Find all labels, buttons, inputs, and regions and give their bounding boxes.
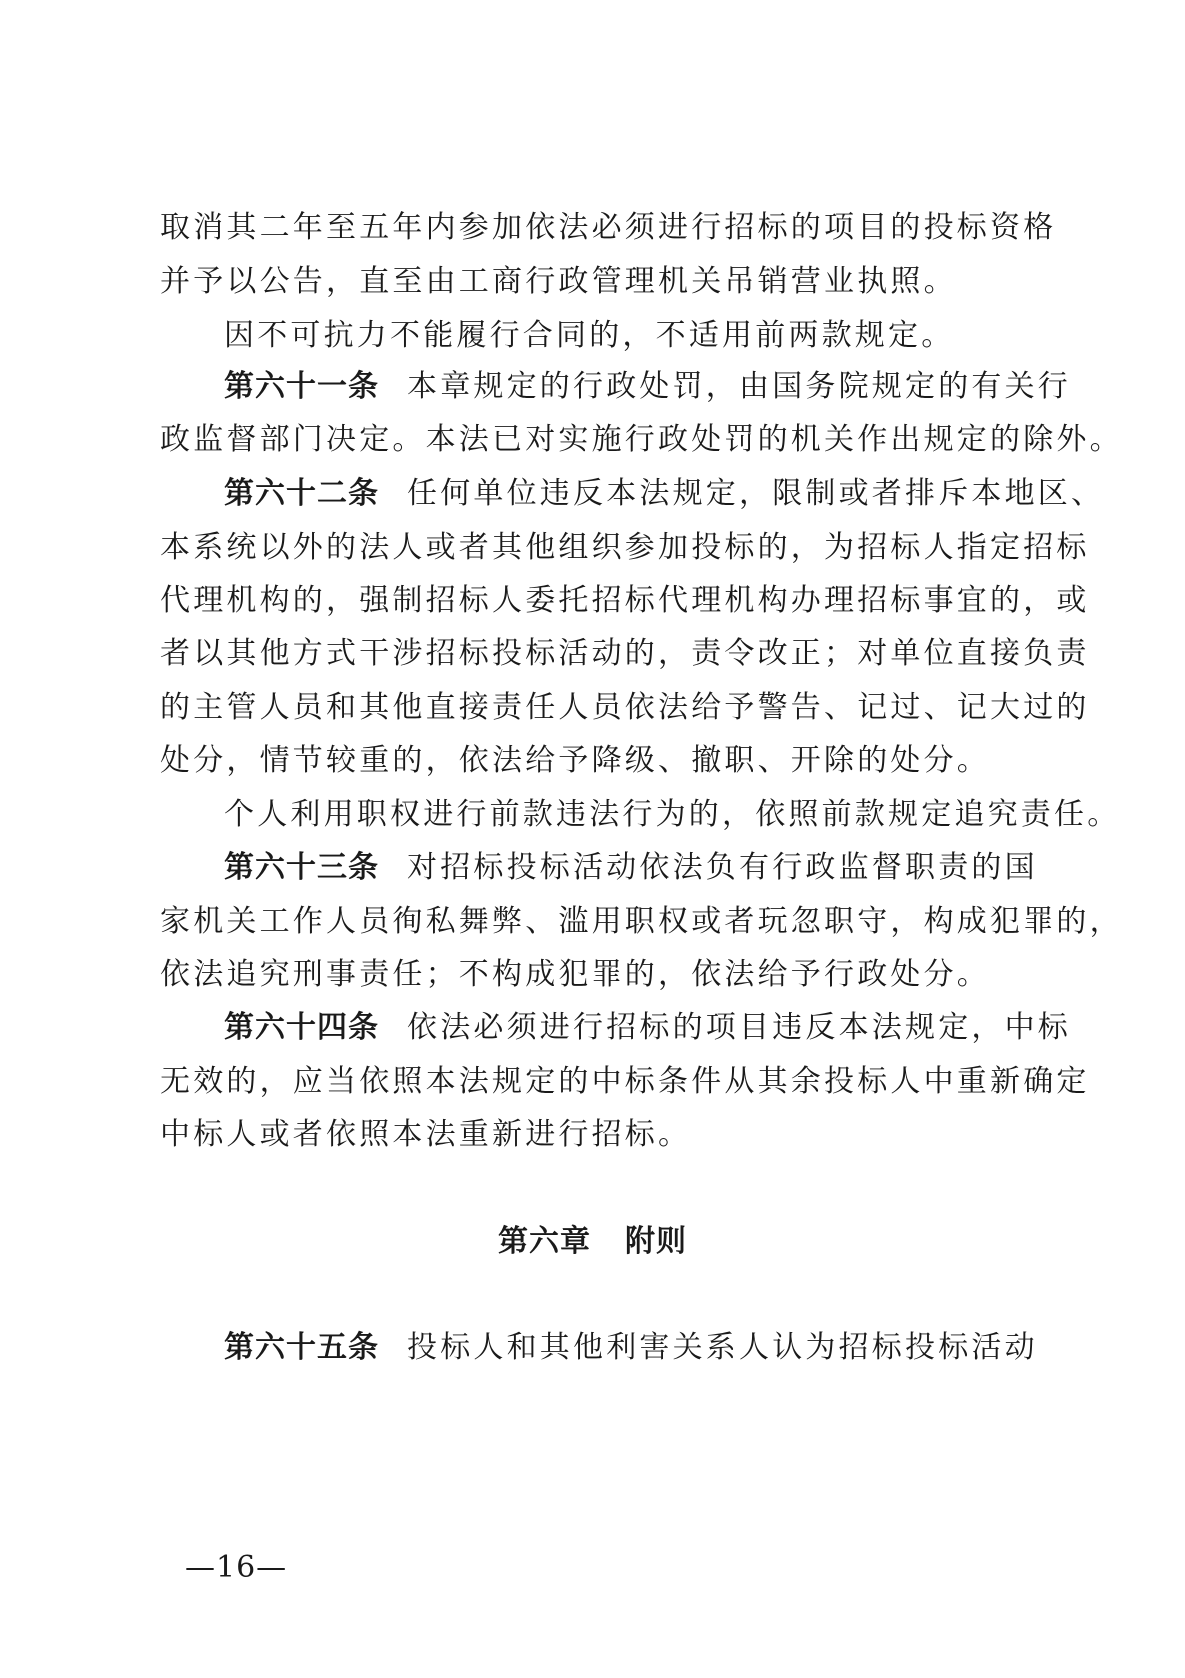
text-line: 因不可抗力不能履行合同的，不适用前两款规定。 xyxy=(224,318,955,353)
article-number: 第六十四条 xyxy=(224,1010,379,1045)
text-line: 政监督部门决定。本法已对实施行政处罚的机关作出规定的除外。 xyxy=(160,422,1123,457)
text-line: 取消其二年至五年内参加依法必须进行招标的项目的投标资格 xyxy=(160,210,1057,245)
text-line: 依法追究刑事责任；不构成犯罪的，依法给予行政处分。 xyxy=(160,957,990,992)
chapter-number: 第六章 xyxy=(498,1224,591,1259)
text-line: 家机关工作人员徇私舞弊、滥用职权或者玩忽职守，构成犯罪的， xyxy=(160,904,1123,939)
text-line: 处分，情节较重的，依法给予降级、撤职、开除的处分。 xyxy=(160,743,990,778)
article-61-line: 第六十一条 本章规定的行政处罚，由国务院规定的有关行 xyxy=(224,369,1071,404)
article-62-line: 第六十二条 任何单位违反本法规定，限制或者排斥本地区、 xyxy=(224,476,1105,511)
article-65-line: 第六十五条 投标人和其他利害关系人认为招标投标活动 xyxy=(224,1330,1038,1365)
text-line: 无效的，应当依照本法规定的中标条件从其余投标人中重新确定 xyxy=(160,1064,1090,1099)
article-number: 第六十五条 xyxy=(224,1330,379,1365)
article-number: 第六十一条 xyxy=(224,369,379,404)
article-number: 第六十二条 xyxy=(224,476,379,511)
article-64-line: 第六十四条 依法必须进行招标的项目违反本法规定，中标 xyxy=(224,1010,1071,1045)
text-line: 个人利用职权进行前款违法行为的，依照前款规定追究责任。 xyxy=(224,797,1121,832)
text-line: 并予以公告，直至由工商行政管理机关吊销营业执照。 xyxy=(160,264,957,299)
text-line: 的主管人员和其他直接责任人员依法给予警告、记过、记大过的 xyxy=(160,690,1090,725)
chapter-title: 附则 xyxy=(625,1224,687,1259)
text-line: 中标人或者依照本法重新进行招标。 xyxy=(160,1117,692,1152)
text-line: 代理机构的，强制招标人委托招标代理机构办理招标事宜的，或 xyxy=(160,583,1090,618)
article-number: 第六十三条 xyxy=(224,850,379,885)
chapter-heading xyxy=(0,1222,1185,1262)
article-63-line: 第六十三条 对招标投标活动依法负有行政监督职责的国 xyxy=(224,850,1038,885)
text-line: 本系统以外的法人或者其他组织参加投标的，为招标人指定招标 xyxy=(160,530,1090,565)
page-number: —16— xyxy=(185,1550,288,1585)
text-line: 者以其他方式干涉招标投标活动的，责令改正；对单位直接负责 xyxy=(160,636,1090,671)
